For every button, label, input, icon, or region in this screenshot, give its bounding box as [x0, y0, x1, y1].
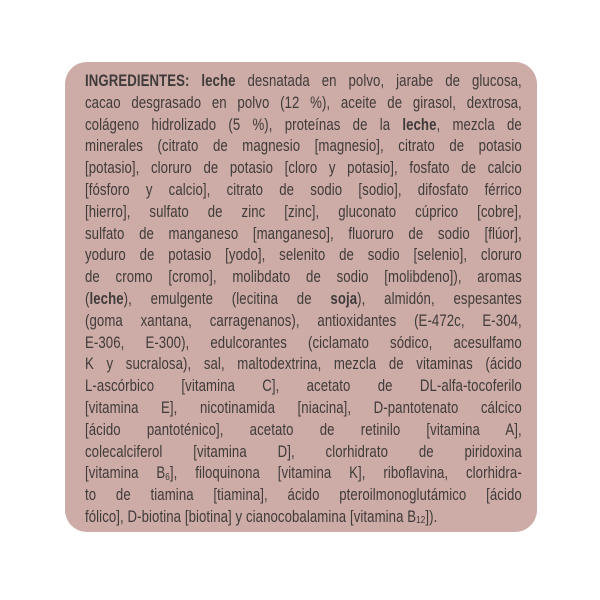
allergen-bold-text: INGREDIENTES: leche — [85, 72, 236, 90]
ingredient-text: [hierro], sulfato de zinc [zinc], gluconato cúprico [cobre], — [85, 202, 522, 221]
ingredient-text: to de tiamina [tiamina], ácido pteroilmonoglutámico [ácido — [85, 486, 522, 505]
ingredients-line — [85, 245, 522, 267]
ingredient-text: colágeno hidrolizado (5 %), proteínas de la — [85, 115, 403, 134]
ingredients-text-block — [85, 71, 522, 529]
ingredient-text: ], filoquinona [vitamina K], riboflavina, clorhidra- — [169, 464, 522, 483]
allergen-bold-text: leche — [402, 115, 437, 134]
ingredient-text: minerales (citrato de magnesio [magnesio], citrato de potasio — [85, 137, 522, 156]
ingredient-text: [potasio], cloruro de potasio [cloro y potasio], fosfato de calcio — [85, 159, 522, 178]
ingredient-text: E-306, E-300), edulcorantes (ciclamato sódico, acesulfamo — [85, 333, 522, 352]
ingredient-text: ( — [85, 289, 90, 308]
ingredients-line — [85, 420, 522, 442]
ingredient-text: ), emulgente (lecitina de — [123, 289, 331, 308]
ingredient-text: L-ascórbico [vitamina C], acetato de DL-alfa-tocoferilo — [85, 377, 522, 396]
ingredients-line — [85, 180, 522, 202]
ingredients-line — [85, 202, 522, 224]
ingredient-text: cacao desgrasado en polvo (12 %), aceite de girasol, dextrosa, — [85, 93, 522, 112]
ingredient-text: fólico], D-biotina [biotina] y cianocobalamina [vitamina B — [85, 507, 417, 526]
ingredients-line — [85, 485, 522, 507]
ingredient-text: [fósforo y calcio], citrato de sodio [sodio], difosfato férrico — [85, 180, 522, 199]
vitamin-subscript: 12 — [416, 515, 426, 527]
ingredient-text: de cromo [cromo], molibdato de sodio [molibdeno]), aromas — [85, 268, 522, 287]
ingredient-text: colecalciferol [vitamina D], clorhidrato de piridoxina — [85, 442, 522, 461]
ingredients-line — [85, 507, 522, 529]
ingredient-text: K y sucralosa), sal, maltodextrina, mezcla de vitaminas (ácido — [85, 355, 522, 374]
ingredients-line — [85, 311, 522, 333]
ingredient-text: sulfato de manganeso [manganeso], fluoruro de sodio [flúor], — [85, 224, 522, 243]
ingredient-text: desnatada en polvo, jarabe de glucosa, — [235, 72, 522, 90]
ingredient-text: ), almidón, espesantes — [357, 289, 522, 308]
ingredients-line — [85, 115, 522, 137]
ingredient-text: yoduro de potasio [yodo], selenito de sodio [selenio], cloruro — [85, 246, 522, 265]
ingredients-line — [85, 71, 522, 93]
ingredients-line — [85, 136, 522, 158]
ingredients-line — [85, 289, 522, 311]
ingredients-line — [85, 376, 522, 398]
ingredients-label-card — [65, 62, 537, 532]
ingredients-line — [85, 224, 522, 246]
ingredient-text: , mezcla de — [436, 115, 522, 134]
ingredients-line — [85, 442, 522, 464]
ingredient-text: [ácido pantoténico], acetato de retinilo [vitamina A], — [85, 420, 522, 439]
ingredient-text: (goma xantana, carragenanos), antioxidantes (E-472c, E-304, — [85, 311, 522, 330]
ingredients-line — [85, 398, 522, 420]
ingredient-text: ]). — [425, 507, 438, 526]
allergen-bold-text: soja — [330, 289, 358, 308]
ingredient-text: [vitamina B — [85, 464, 166, 483]
ingredients-line — [85, 333, 522, 355]
ingredients-line — [85, 463, 522, 485]
ingredients-line — [85, 354, 522, 376]
allergen-bold-text: leche — [89, 289, 124, 308]
ingredients-line — [85, 93, 522, 115]
vitamin-subscript: 6 — [165, 471, 170, 483]
ingredients-line — [85, 158, 522, 180]
ingredients-line — [85, 267, 522, 289]
ingredient-text: [vitamina E], nicotinamida [niacina], D-pantotenato cálcico — [85, 398, 522, 417]
